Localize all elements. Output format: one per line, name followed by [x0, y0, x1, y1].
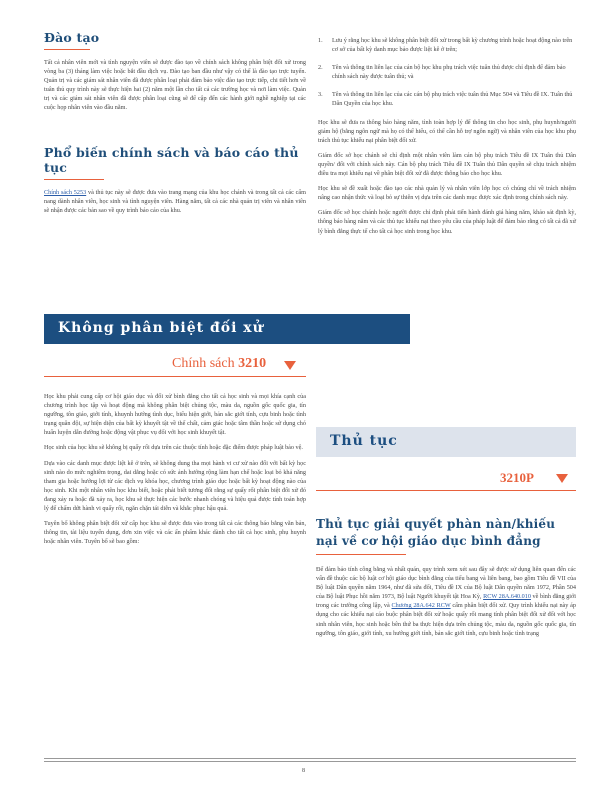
- policy-3210-paragraph-1: Học khu phải cung cấp cơ hội giáo dục và đối xử bình đẳng cho tất cả học sinh và mọi khía cạnh của chương trình học tập và hoạt động mà không phân biệt chủng tộc, màu da, nguồn gốc quốc gia, tín ngưỡng, tôn giáo, giới tính, khuynh hướng tình dục, biểu hiện giới, bản sắc giới tính, cựu binh hoặc tình trạng quân đội, sự hiện diện của bất kỳ khuyết tật về thể chất, cảm giác hoặc tâm thần hoặc sử dụng chó huấn luyện dẫn đường hoặc động vật phục vụ đối với học sinh khuyết tật.: [44, 393, 306, 437]
- training-underline: [44, 49, 90, 50]
- policy-5253-link[interactable]: Chính sách 5253: [44, 188, 87, 196]
- list-item: 1. Lưu ý rằng học khu sẽ không phân biệt đối xử trong bất kỳ chương trình hoặc hoạt động nào trên cơ sở của bất kỳ danh mục bảo được liệt kê ở trên;: [318, 37, 573, 54]
- procedure-body: [316, 516, 576, 644]
- nondiscrimination-banner: [44, 314, 306, 344]
- procedure-underline: [316, 554, 406, 555]
- page-number: 8: [302, 768, 305, 774]
- footer-rule-2: [44, 761, 576, 762]
- procedure-3210p-label: 3210P: [500, 470, 534, 485]
- annual-notice-paragraph: Học khu sẽ đưa ra thông báo hàng năm, tình toàn hợp lý để thông tin cho học sinh, phụ huynh/người giám hộ (bằng ngôn ngữ mà họ có thể hiểu, có thể cần hỗ trợ ngôn ngữ) và nhân viên của học khu phụ trách thủ tục khiếu nại phân biệt đối xử.: [318, 118, 576, 144]
- procedure-heading: Thủ tục giải quyết phàn nàn/khiếu nại về cơ hội giáo dục bình đẳng: [316, 517, 556, 548]
- triangle-down-icon: [556, 474, 568, 483]
- policy-3210-paragraph-4: Tuyên bố không phân biệt đối xử cấp học khu sẽ được đưa vào trong tất cả các thông báo bằng văn bản, thông tin, tài liệu tuyển dụng, đơn xin việc và các ấn phẩm khác dành cho tất cả học sinh, phụ huynh hoặc nhân viên. Tuyên bố sẽ bao gồm:: [44, 520, 306, 546]
- statement-list: [318, 36, 576, 109]
- policy-word: Chính sách: [172, 356, 235, 371]
- list-item: 3. Tên và thông tin liên lạc của các cán bộ phụ trách việc tuân thủ Mục 504 và Tiêu đề IX. Tuân thủ Dân Quyền của học khu.: [318, 91, 573, 108]
- training-awareness-paragraph: Học khu sẽ đề xuất hoặc đào tạo các nhà quản lý và nhân viên lớp học có chúng chỉ về trách nhiệm nâng cao nhận thức và loại bỏ sự thiên vị dựa trên các danh mục được xác định trong chính sách này.: [318, 185, 576, 202]
- triangle-down-icon: [284, 361, 296, 370]
- footer-rule: [44, 758, 576, 759]
- annual-review-paragraph: Giám đốc sở học chánh hoặc người được chỉ định phải tiến hành đánh giá hàng năm, khảo sát định kỳ, thông báo hàng năm và các thủ tục khiếu nại theo yêu cầu của pháp luật để đảm bảo rằng có tất cả đã xử lý bình đẳng thực tế cho tất cả học sinh trong học khu.: [318, 209, 576, 235]
- right-column: [318, 36, 576, 242]
- rcw-28a-640-010-link[interactable]: RCW 28A.640.010: [483, 593, 531, 601]
- training-heading: Đào tạo: [44, 30, 100, 45]
- policy-3210-paragraph-2: Học sinh của học khu sẽ không bị quấy rối dựa trên các thuộc tính hoặc đặc điểm được pháp luật bảo vệ.: [44, 444, 303, 452]
- nondiscrimination-banner-title: Không phân biệt đối xử: [58, 320, 264, 336]
- procedure-paragraph: Để đảm bảo tính công bằng và nhất quán, quy trình xem xét sau đây sẽ được sử dụng liên quan đến các vấn đề thuộc các bộ luật cơ hội giáo dục bình đẳng của tiểu bang và liên bang, bao gồm Tiêu đề VII của Bộ luật Dân quyền năm 1964, như đã sửa đổi, Tiêu đề IX của Bộ luật Dân quyền năm 1972, Phần 504 của Bộ luật Phục hồi năm 1973, Bộ luật Người khuyết tật Hoa Kỳ, RCW 28A.640.010 về bình đẳng giới trong các trường công lập, và Chương 28A.642 RCW cấm phân biệt đối xử. Quy trình khiếu nại này áp dụng cho các khiếu nại cáo buộc phân biệt đối xử hoặc quấy rối mang tính phân biệt đối xử đối với học sinh nhân viên, học sinh hoặc bên thứ ba thực hiện dựa trên chủng tộc, màu da, nguồn gốc quốc gia, tín ngưỡng, tôn giáo, giới tính, xu hướng giới tính, bản sắc giới tính, cựu binh hoặc tình trạng: [316, 566, 577, 637]
- policy-3210-rule: [44, 376, 306, 377]
- procedure-banner: [316, 427, 576, 457]
- rcw-28a-642-link[interactable]: Chương 28A.642 RCW: [391, 602, 451, 610]
- procedure-rule: [316, 490, 576, 491]
- policy-3210-body: [44, 392, 306, 552]
- banner-extension: [300, 314, 410, 344]
- list-item: 2. Tên và thông tin liên lạc của cán bộ học khu phụ trách việc tuân thủ được chỉ định để đảm bảo chính sách này được tuân thủ; và: [318, 64, 566, 81]
- policy-3210-paragraph-3: Dựa vào các danh mục được liệt kê ở trên, sẽ không dung tha mọi hành vi cư xử nào đối với bất kỳ học sinh nào do mức nghiêm trọng, dai dẳng hoặc có sức ảnh hưởng rộng làm hạn chế hoặc loại bỏ khả năng tham gia hoặc hưởng lợi từ các dịch vụ khóa học, chương trình giáo dục hoặc bất kỳ hoạt động nào của học sinh. Khi một nhân viên học khu biết, hoặc phải biết tương đối rằng sự quấy rối phân biệt đối xử đó đang xảy ra hoặc đã xảy ra, học khu sẽ thực hiện các bước nhanh chóng và hiệu quả được tính toán hợp lý để chấm dứt hành vi quấy rối, ngăn chặn tái diễn và khắc phục hậu quả.: [44, 459, 306, 513]
- policy-3210-label: [172, 356, 266, 372]
- dissemination-underline: [44, 179, 104, 180]
- policy-number: 3210: [238, 356, 267, 371]
- training-paragraph: Tất cả nhân viên mới và tình nguyện viên sẽ được đào tạo về chính sách không phân biệt đối xử trong vòng ba (3) tháng làm việc hoặc bắt đầu dịch vụ. Đào tạo ban đầu như vậy có thể là đào tạo trực tuyến. Quản trị và các giám sát nhân viên đã được phân loại phải đảm bảo việc đào tạo trực tiếp, chi tiết hơn về tuân thủ quy trình này sẽ thực hiện hai (2) năm một lần cho tất cả các trường học và nơi làm việc. Quản trị và các giám sát nhân viên đã được phân loại cũng sẽ để cập đến các hành giới nghề nghiệp tại các cuộc họp nhân viên vào đầu năm.: [44, 59, 306, 112]
- dissemination-paragraph: Chính sách 5253 và thủ tục này sẽ được đưa vào trang mạng của khu học chánh và trong tất cả các cẩm nang dành nhân viên, học sinh và tình nguyện viên. Hàng năm, tất cả các nhà quản trị viên và nhân viên sẽ nhận được các bản sao về quy trình báo cáo của khu.: [44, 188, 306, 214]
- dissemination-heading: Phổ biến chính sách và báo cáo thủ tục: [44, 144, 299, 175]
- coordinator-paragraph: Giám đốc sở học chánh sẽ chỉ định một nhân viên làm cán bộ phụ trách Tiêu đề IX Tuân thủ Dân quyền/ đối với chính sách này. Cán bộ phụ trách Tiêu đề IX Tuân thủ Dân quyền sẽ chịu trách nhiệm điều tra mọi khiếu nại về phân biệt đối xử đã được thông báo cho học khu.: [318, 151, 576, 178]
- left-column: [44, 30, 306, 221]
- procedure-banner-title: Thủ tục: [330, 433, 398, 449]
